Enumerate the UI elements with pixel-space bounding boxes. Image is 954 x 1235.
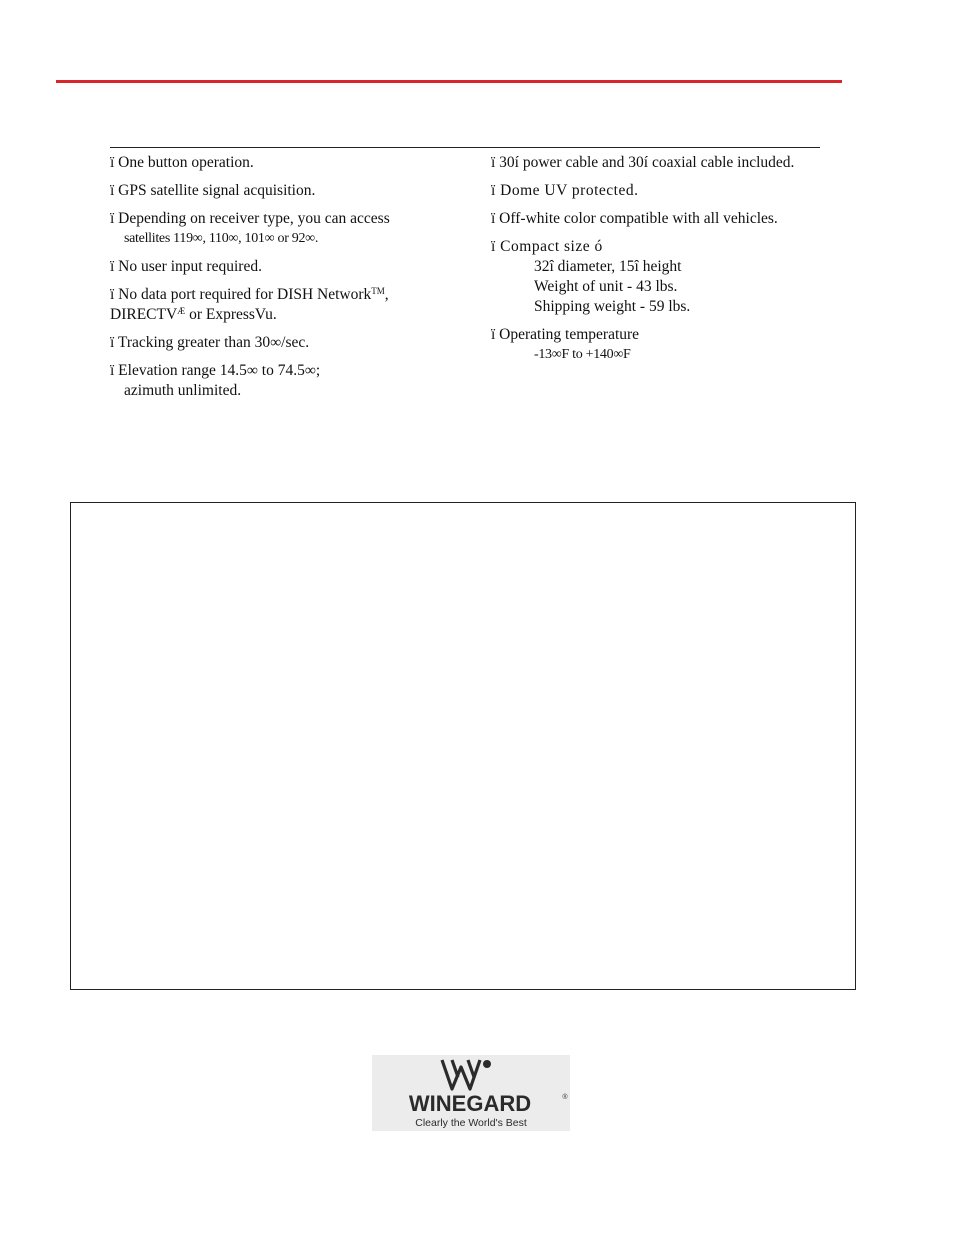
feature-text	[110, 285, 470, 305]
features-left-column	[110, 153, 470, 409]
feature-text: ï Tracking greater than 30∞/sec.	[110, 334, 310, 351]
feature-text-cont: Weight of unit - 43 lbs.	[534, 278, 678, 295]
winegard-logo	[372, 1055, 570, 1131]
list-item	[110, 285, 470, 325]
feature-text-cont	[110, 305, 470, 325]
list-item	[491, 237, 851, 317]
list-item	[110, 333, 470, 353]
registered-mark: Æ	[177, 306, 186, 316]
feature-text-cont: azimuth unlimited.	[124, 382, 242, 399]
header-accent-rule	[56, 80, 842, 83]
list-item	[491, 325, 851, 365]
list-item	[110, 209, 470, 249]
logo-tagline: Clearly the World's Best	[415, 1117, 527, 1129]
feature-text: ï No user input required.	[110, 258, 262, 275]
list-item	[491, 209, 851, 229]
trademark-mark: TM	[371, 286, 385, 296]
feature-text: ï Elevation range 14.5∞ to 74.5∞;	[110, 362, 321, 379]
dish-dot-icon	[483, 1060, 491, 1068]
feature-text-cont: 32î diameter, 15î height	[534, 258, 682, 275]
feature-text-part: DIRECTV	[110, 306, 178, 323]
list-item	[110, 361, 470, 401]
list-item	[110, 181, 470, 201]
features-top-rule	[110, 147, 820, 148]
feature-text: ï Off-white color compatible with all vehicles.	[491, 210, 778, 227]
list-item	[491, 181, 851, 201]
feature-text-part: or ExpressVu.	[185, 306, 277, 323]
feature-text: ï 30í power cable and 30í coaxial cable included.	[491, 154, 795, 171]
feature-text: ï One button operation.	[110, 154, 254, 171]
feature-text-part: ,	[384, 286, 389, 303]
feature-text-cont: satellites 119∞, 110∞, 101∞ or 92∞.	[124, 231, 319, 246]
logo-registered-mark: ®	[562, 1094, 568, 1101]
list-item	[110, 153, 470, 173]
feature-text-cont: Shipping weight - 59 lbs.	[534, 298, 691, 315]
features-right-column	[491, 153, 851, 373]
logo-wordmark: WINEGARD	[408, 1091, 532, 1116]
feature-text: ï Operating temperature	[491, 326, 640, 343]
list-item	[491, 153, 851, 173]
list-item	[110, 257, 470, 277]
feature-text-cont: -13∞F to +140∞F	[534, 347, 631, 362]
feature-text-part: ï No data port required for DISH Network	[110, 286, 372, 303]
feature-text: ï Compact size ó	[491, 238, 603, 255]
feature-text: ï GPS satellite signal acquisition.	[110, 182, 316, 199]
feature-text: ï Depending on receiver type, you can access	[110, 210, 390, 227]
content-frame	[70, 502, 856, 990]
feature-text: ï Dome UV protected.	[491, 182, 639, 199]
